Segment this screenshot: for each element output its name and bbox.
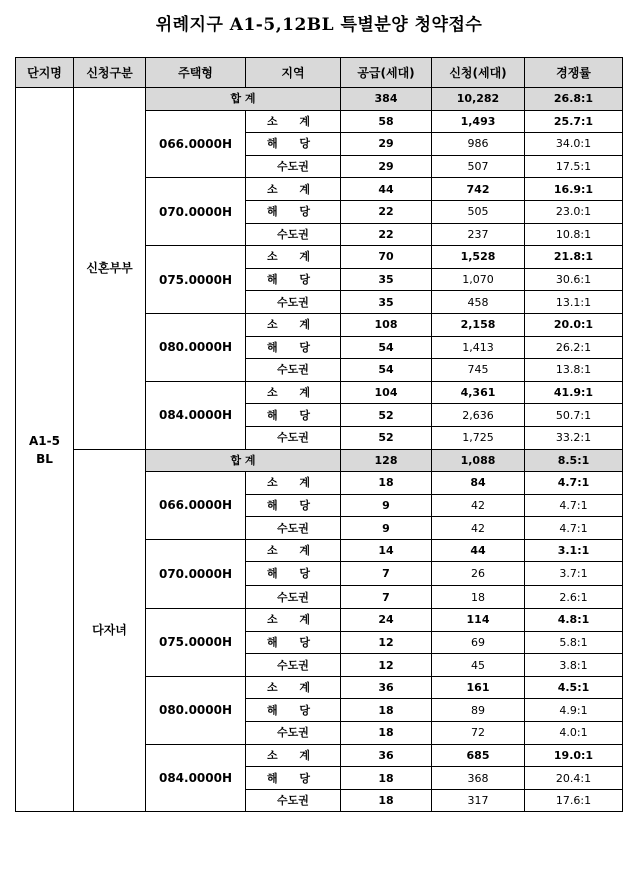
supply-cell: 54 <box>341 336 432 359</box>
competition-rate-cell: 34.0:1 <box>525 133 623 156</box>
competition-rate-cell: 19.0:1 <box>525 744 623 767</box>
competition-rate-cell: 50.7:1 <box>525 404 623 427</box>
region-cell: 소 계 <box>246 178 341 201</box>
supply-cell: 70 <box>341 246 432 269</box>
applications-cell: 1,070 <box>432 268 525 291</box>
category-cell: 신혼부부 <box>74 88 146 450</box>
supply-cell: 36 <box>341 676 432 699</box>
applications-cell: 69 <box>432 631 525 654</box>
supply-cell: 18 <box>341 472 432 495</box>
applications-cell: 84 <box>432 472 525 495</box>
region-cell: 수도권 <box>246 359 341 382</box>
housing-type-cell: 066.0000H <box>146 110 246 178</box>
competition-rate-cell: 4.0:1 <box>525 722 623 745</box>
applications-cell: 507 <box>432 155 525 178</box>
supply-cell: 104 <box>341 381 432 404</box>
applications-cell: 18 <box>432 586 525 609</box>
applications-cell: 45 <box>432 654 525 677</box>
supply-cell: 22 <box>341 200 432 223</box>
header-category: 신청구분 <box>74 58 146 88</box>
competition-rate-cell: 4.7:1 <box>525 494 623 517</box>
applications-cell: 1,725 <box>432 426 525 449</box>
region-cell: 해 당 <box>246 699 341 722</box>
competition-rate-cell: 10.8:1 <box>525 223 623 246</box>
region-cell: 수도권 <box>246 586 341 609</box>
header-region: 지역 <box>246 58 341 88</box>
supply-cell: 36 <box>341 744 432 767</box>
total-apply: 1,088 <box>432 449 525 472</box>
housing-type-cell: 084.0000H <box>146 381 246 449</box>
supply-cell: 108 <box>341 313 432 336</box>
housing-type-cell: 080.0000H <box>146 313 246 381</box>
region-cell: 수도권 <box>246 223 341 246</box>
competition-rate-cell: 17.5:1 <box>525 155 623 178</box>
supply-cell: 35 <box>341 268 432 291</box>
applications-cell: 745 <box>432 359 525 382</box>
applications-cell: 89 <box>432 699 525 722</box>
supply-cell: 12 <box>341 654 432 677</box>
competition-rate-cell: 2.6:1 <box>525 586 623 609</box>
supply-cell: 12 <box>341 631 432 654</box>
total-supply: 384 <box>341 88 432 111</box>
supply-cell: 24 <box>341 609 432 632</box>
applications-cell: 42 <box>432 517 525 540</box>
region-cell: 해 당 <box>246 404 341 427</box>
region-cell: 해 당 <box>246 336 341 359</box>
total-supply: 128 <box>341 449 432 472</box>
applications-cell: 42 <box>432 494 525 517</box>
region-cell: 소 계 <box>246 313 341 336</box>
applications-cell: 742 <box>432 178 525 201</box>
region-cell: 수도권 <box>246 722 341 745</box>
supply-cell: 14 <box>341 539 432 562</box>
applications-cell: 72 <box>432 722 525 745</box>
applications-cell: 685 <box>432 744 525 767</box>
supply-cell: 29 <box>341 133 432 156</box>
competition-rate-cell: 20.0:1 <box>525 313 623 336</box>
competition-rate-cell: 13.8:1 <box>525 359 623 382</box>
applications-cell: 505 <box>432 200 525 223</box>
region-cell: 해 당 <box>246 133 341 156</box>
header-applications: 신청(세대) <box>432 58 525 88</box>
competition-rate-cell: 33.2:1 <box>525 426 623 449</box>
applications-cell: 1,413 <box>432 336 525 359</box>
housing-type-cell: 075.0000H <box>146 246 246 314</box>
supply-cell: 7 <box>341 586 432 609</box>
region-cell: 소 계 <box>246 744 341 767</box>
competition-rate-cell: 30.6:1 <box>525 268 623 291</box>
competition-rate-cell: 20.4:1 <box>525 767 623 790</box>
region-cell: 해 당 <box>246 200 341 223</box>
competition-rate-cell: 4.5:1 <box>525 676 623 699</box>
housing-type-cell: 070.0000H <box>146 178 246 246</box>
competition-rate-cell: 3.1:1 <box>525 539 623 562</box>
subscription-table <box>15 57 623 812</box>
competition-rate-cell: 26.2:1 <box>525 336 623 359</box>
total-apply: 10,282 <box>432 88 525 111</box>
supply-cell: 9 <box>341 494 432 517</box>
region-cell: 해 당 <box>246 767 341 790</box>
competition-rate-cell: 21.8:1 <box>525 246 623 269</box>
header-competition-rate: 경쟁률 <box>525 58 623 88</box>
category-cell: 다자녀 <box>74 449 146 812</box>
applications-cell: 458 <box>432 291 525 314</box>
total-rate: 26.8:1 <box>525 88 623 111</box>
competition-rate-cell: 41.9:1 <box>525 381 623 404</box>
region-cell: 수도권 <box>246 789 341 812</box>
page-title: 위례지구 A1-5,12BL 특별분양 청약접수 <box>155 15 483 35</box>
region-cell: 수도권 <box>246 155 341 178</box>
applications-cell: 2,158 <box>432 313 525 336</box>
supply-cell: 52 <box>341 426 432 449</box>
region-cell: 해 당 <box>246 494 341 517</box>
supply-cell: 52 <box>341 404 432 427</box>
supply-cell: 9 <box>341 517 432 540</box>
supply-cell: 44 <box>341 178 432 201</box>
applications-cell: 317 <box>432 789 525 812</box>
region-cell: 수도권 <box>246 654 341 677</box>
competition-rate-cell: 17.6:1 <box>525 789 623 812</box>
applications-cell: 114 <box>432 609 525 632</box>
region-cell: 소 계 <box>246 676 341 699</box>
competition-rate-cell: 23.0:1 <box>525 200 623 223</box>
competition-rate-cell: 4.8:1 <box>525 609 623 632</box>
complex-name-line2: BL <box>36 451 53 466</box>
region-cell: 소 계 <box>246 472 341 495</box>
complex-name-line1: A1-5 <box>29 433 60 448</box>
region-cell: 수도권 <box>246 426 341 449</box>
region-cell: 해 당 <box>246 631 341 654</box>
supply-cell: 58 <box>341 110 432 133</box>
supply-cell: 22 <box>341 223 432 246</box>
supply-cell: 7 <box>341 562 432 586</box>
applications-cell: 986 <box>432 133 525 156</box>
competition-rate-cell: 13.1:1 <box>525 291 623 314</box>
applications-cell: 368 <box>432 767 525 790</box>
region-cell: 소 계 <box>246 110 341 133</box>
housing-type-cell: 066.0000H <box>146 472 246 540</box>
total-label: 합 계 <box>146 449 341 472</box>
region-cell: 소 계 <box>246 381 341 404</box>
header-complex: 단지명 <box>16 58 74 88</box>
applications-cell: 1,493 <box>432 110 525 133</box>
region-cell: 해 당 <box>246 562 341 586</box>
competition-rate-cell: 5.8:1 <box>525 631 623 654</box>
supply-cell: 18 <box>341 767 432 790</box>
supply-cell: 18 <box>341 789 432 812</box>
competition-rate-cell: 3.7:1 <box>525 562 623 586</box>
supply-cell: 18 <box>341 699 432 722</box>
region-cell: 소 계 <box>246 539 341 562</box>
region-cell: 해 당 <box>246 268 341 291</box>
group-total-row <box>16 88 623 111</box>
applications-cell: 4,361 <box>432 381 525 404</box>
supply-cell: 18 <box>341 722 432 745</box>
competition-rate-cell: 4.7:1 <box>525 517 623 540</box>
applications-cell: 44 <box>432 539 525 562</box>
group-total-row <box>16 449 623 472</box>
applications-cell: 2,636 <box>432 404 525 427</box>
total-rate: 8.5:1 <box>525 449 623 472</box>
table-body <box>16 88 623 812</box>
competition-rate-cell: 16.9:1 <box>525 178 623 201</box>
housing-type-cell: 084.0000H <box>146 744 246 812</box>
region-cell: 수도권 <box>246 291 341 314</box>
supply-cell: 29 <box>341 155 432 178</box>
housing-type-cell: 075.0000H <box>146 609 246 677</box>
total-label: 합 계 <box>146 88 341 111</box>
header-supply: 공급(세대) <box>341 58 432 88</box>
housing-type-cell: 080.0000H <box>146 676 246 744</box>
applications-cell: 1,528 <box>432 246 525 269</box>
region-cell: 소 계 <box>246 609 341 632</box>
complex-name-cell <box>16 88 74 812</box>
competition-rate-cell: 4.7:1 <box>525 472 623 495</box>
competition-rate-cell: 4.9:1 <box>525 699 623 722</box>
applications-cell: 26 <box>432 562 525 586</box>
applications-cell: 237 <box>432 223 525 246</box>
region-cell: 소 계 <box>246 246 341 269</box>
supply-cell: 35 <box>341 291 432 314</box>
header-housing-type: 주택형 <box>146 58 246 88</box>
applications-cell: 161 <box>432 676 525 699</box>
region-cell: 수도권 <box>246 517 341 540</box>
housing-type-cell: 070.0000H <box>146 539 246 608</box>
competition-rate-cell: 25.7:1 <box>525 110 623 133</box>
supply-cell: 54 <box>341 359 432 382</box>
competition-rate-cell: 3.8:1 <box>525 654 623 677</box>
table-header-row <box>16 58 623 88</box>
